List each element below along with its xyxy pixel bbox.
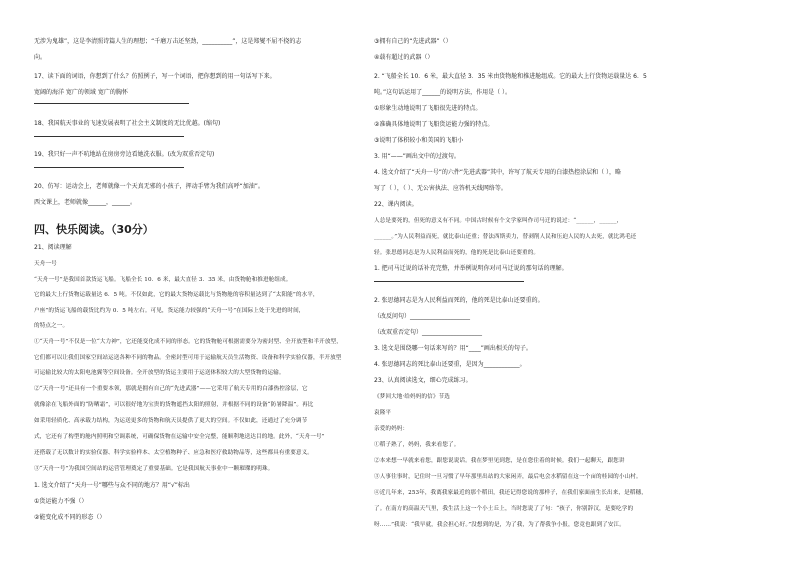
reading-paragraph: 了。在南方的高温天气里，我生活上这一个小土丘上，当时您说了了句：“孩子，你别辞汉，是要吃学的 (374, 506, 634, 512)
question: 3. 选文是围绕哪一句话来写的？用“____”画出相关的句子。 (374, 345, 532, 352)
text-line: 无涉为鬼雄”，这是李清照诗篇人生的理想；“千磨万击还坚劲，__________”，这是郑燮不屈不挠的志 (34, 38, 302, 45)
question-20: 20、仿写：运动会上，老师就像一个天真无邪的小孩子，挥动手臂为我们高呼“加油”。 (34, 183, 264, 190)
reading-paragraph: 轻。张思德同志是为人民利益而死的，他的死是比泰山还要重的。 (374, 250, 540, 256)
question: 吨。”这句话运用了______的说明方法，作用是（ ）。 (374, 89, 512, 96)
reading-paragraph: ③“天舟一号”为我国空间站的运营管理奠定了重要基础。它是我国航天事业中一颗璀璨的明珠。 (34, 466, 274, 472)
reading-paragraph: ②本来想一早就来看您，跟您说说话。我在梦里见到您，是在您住着的时候。我们一起聊天，跟您讲 (374, 458, 625, 464)
question-17: 17、读下面的词语，你想到了什么？仿照例子，写一个词语，把你想到的用一句话写下来。 (34, 73, 276, 80)
reading-paragraph: ①“天舟一号”不仅是一位“大力神”，它还能变化成不同的形态。它的货物舱可根据需要分为密封型、全开放型和半开放型， (34, 339, 342, 345)
reading-paragraph: 人总是要死的，但死的意义有不同。中国古时候有个文学家叫作司马迁的说过：“______，______， (374, 218, 623, 224)
question-18: 18、我国航天事业的飞速发展表明了社会主义制度的无比优越。(缩句) (34, 120, 221, 127)
reading-paragraph: “天舟一号”是我国首款货运飞船。飞船全长 10．6 米，最大直径 3．35 米，由货物舱和推进舱组成。 (34, 277, 292, 283)
reading-paragraph: 亲爱的妈妈： (374, 426, 409, 432)
question: 写了（ ），（ ）、无公害执法、应答机天线网络等。 (374, 185, 507, 192)
answer-line (34, 103, 189, 104)
question-19: 19、我只好一声不吭地站在房房旁边看她洗衣服。(改为双重否定句) (34, 151, 215, 158)
reading-paragraph: 如采用轻质化、高承载力结构，为运送更多的货物和航天员提供了更大的空间。不仅如此，还通过了充分调节 (34, 418, 308, 424)
question-23: 23、认真阅读选文，细心完成练习。 (374, 377, 472, 384)
option: ②准确具体地说明了飞船货运能力强的特点。 (374, 121, 494, 128)
section-title: 四、快乐阅读。（30分） (34, 223, 154, 236)
option: ①形象生动地说明了飞船很先进的特点。 (374, 105, 482, 112)
reading-label: 21、阅读理解 (34, 244, 72, 251)
reading-title: 天舟一号 (34, 261, 57, 267)
reading-paragraph: 式，它还有了构型的舱内照明和空调系统，可确保货物在运输中安全完整，能顺利地送达目的地。此外，“天舟一号” (34, 434, 325, 440)
text-line: 西文课上，老师就像______，______。 (34, 199, 137, 206)
option: ③说明了体积较小和美国的飞船小 (374, 137, 464, 144)
reading-paragraph: 户座”的货运飞船的载货比约为 0．5 吨左右。可见，货运能力较强的“天舟一号”在国际上处于先进的时间， (34, 308, 305, 314)
option: ①货运能力不强（） (34, 498, 88, 505)
question: （改反问句）____________________ (374, 313, 471, 320)
question: 2. 张思德同志是为人民利益而死的，他的死是比泰山还要重的。 (374, 297, 544, 304)
reading-paragraph: ④近几年来，253年，我离我家最近的那个稻田，我还记得您说的那样子，在我们家面前生长出来，是稻穗， (374, 490, 647, 496)
question: 1. 把司马迁说的话补充完整，并举例说明你对司马迁说的那句话的理解。 (374, 265, 568, 272)
option: ③拥有自己的“先进武器”（） (374, 38, 452, 45)
question: （改双重否定句）____________________ (374, 329, 483, 336)
option: ②能变化成不同的形态（） (34, 514, 106, 521)
text-line: 向。 (34, 54, 47, 61)
question: 4. 选文介绍了“天舟一号”的六件“先进武器”其中，许写了航天专用的白漆热控涂层和（ ），略 (374, 169, 621, 176)
option: ④载有超过的武器（） (374, 54, 434, 61)
answer-line (374, 281, 524, 282)
reading-paragraph: ①稻子熟了，妈妈，我来看您了。 (374, 442, 460, 448)
excerpt-title: 《梦回大地·给妈妈的信》节选 (374, 394, 450, 400)
reading-paragraph: ③人事往事时，记住时一旦习惯了早年那里出站的大家闲弄，最后电会水稻留在这一个亩的桂园的小山村。 (374, 474, 642, 480)
reading-paragraph: 它的最大上行货物运载量达 6．5 吨。不仅如此，它的最大货物运载比与货物舱的容积量达到了“太阳能”的水平， (34, 292, 319, 298)
word-examples: 宽阔的海洋 宽广的领域 宽广的胸怀 (34, 89, 128, 96)
reading-paragraph: 它们都可以让我们国家空间站运送各种不同的物品。全密封型可用于运输航天员生活物资、设备和科学实验仪器，半开放型 (34, 355, 342, 361)
excerpt-author: 袁隆平 (374, 410, 392, 416)
reading-paragraph: 就像涂在飞船外面的“防晒霜”，可以很好地为宝贵的货物遮挡太阳的照射，并根据不同的设备“防暑降温”。再比 (34, 402, 314, 408)
reading-paragraph: ②“天舟一号”还具有一个重要本领，那就是拥有自己的“先进武器”——它采用了航天专用的白漆热控涂层，它 (34, 386, 308, 392)
question-22: 22、课内阅读。 (374, 201, 418, 208)
reading-paragraph: 的特点之一。 (34, 323, 69, 329)
answer-line (34, 167, 184, 168)
reading-paragraph: 还搭载了无以数计的实验仪器、科学实验样本、太空植物种子、应急和医疗救助物品等，这些都具有重要意义。 (34, 450, 313, 456)
answer-line (34, 136, 184, 137)
reading-question-1: 1. 选文介绍了“天舟一号”哪些与众不同的地方？用“√”标出 (34, 482, 190, 489)
question: 3. 用“——”画出文中的过渡句。 (374, 153, 460, 160)
question: 2. “飞船全长 10．6 米，最大直径 3．35 米由货物舱和推进舱组成。它的最大上行货物运载量达 6．5 (374, 73, 647, 80)
reading-paragraph: ______。”为人民利益而死，就比泰山还重；替法西斯卖力，替剥削人民和压迫人民的人去死，就比鸿毛还 (374, 234, 637, 240)
question: 4. 张思德同志的死比泰山还要重，是因为____________。 (374, 361, 526, 368)
reading-paragraph: 可运输比较大的太阳电池翼等空间设备。全开放型的货运主要用于运送体积较大的大型货物的运输。 (34, 370, 285, 376)
reading-paragraph: 呀……”我说：“我早就，我会担心好。”没想到的是，为了我，为了帮我争小报，您竟也跟到了安江。 (374, 522, 625, 528)
